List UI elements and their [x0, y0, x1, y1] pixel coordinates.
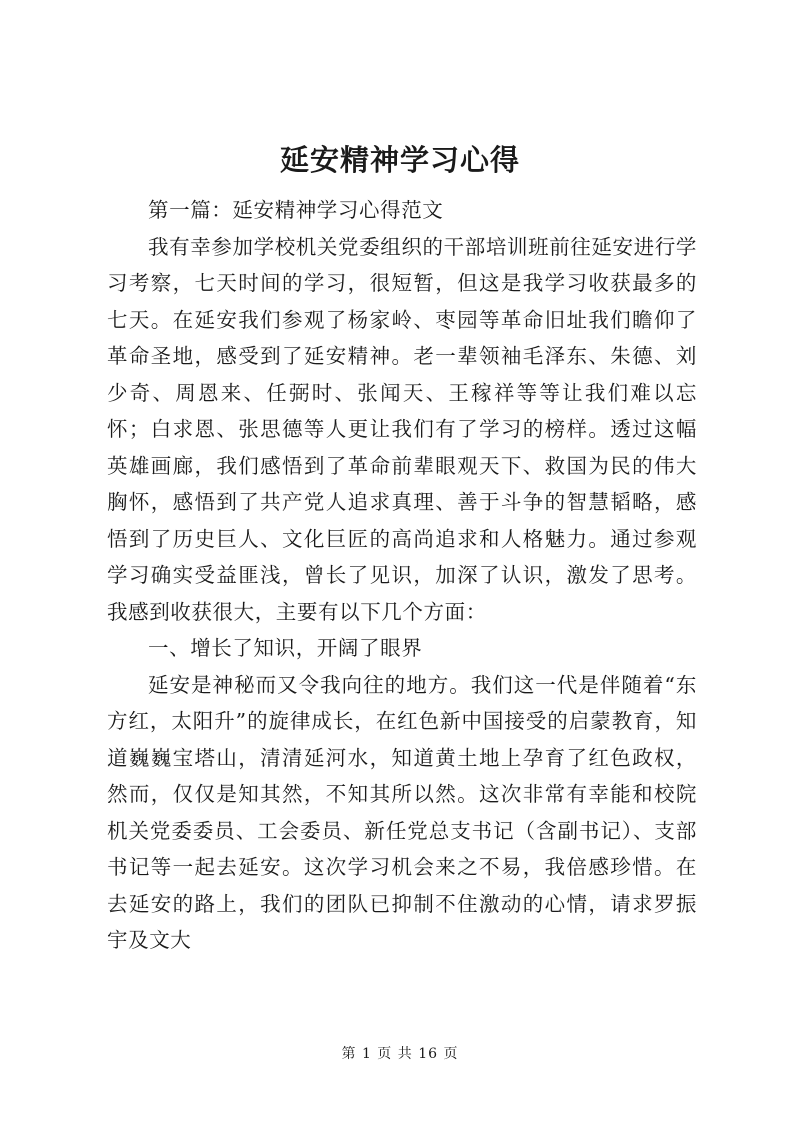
document-body	[107, 192, 697, 959]
document-title: 延安精神学习心得	[279, 143, 520, 177]
section-heading: 第一篇：延安精神学习心得范文	[148, 198, 444, 222]
body-paragraph: 我有幸参加学校机关党委组织的干部培训班前往延安进行学习考察，七天时间的学习，很短暂，但这是我学习收获最多的七天。在延安我们参观了杨家岭、枣园等革命旧址我们瞻仰了革命圣地，感受到了延安精神。老一辈领袖毛泽东、朱德、刘少奇、周恩来、任弼时、张闻天、王稼祥等等让我们难以忘怀；白求恩、张思德等人更让我们有了学习的榜样。透过这幅英雄画廊，我们感悟到了革命前辈眼观天下、救国为民的伟大胸怀，感悟到了共产党人追求真理、善于斗争的智慧韬略，感悟到了历史巨人、文化巨匠的高尚追求和人格魅力。通过参观学习确实受益匪浅，曾长了见识，加深了认识，激发了思考。我感到收获很大，主要有以下几个方面：	[107, 234, 697, 624]
page-number-footer: 第 1 页 共 16 页	[341, 1046, 459, 1062]
body-paragraph: 延安是神秘而又令我向往的地方。我们这一代是伴随着“东方红，太阳升”的旋律成长，在红色新中国接受的启蒙教育，知道巍巍宝塔山，清清延河水，知道黄土地上孕育了红色政权，然而，仅仅是知其然，不知其所以然。这次非常有幸能和校院机关党委委员、工会委员、新任党总支书记（含副书记）、支部书记等一起去延安。这次学习机会来之不易，我倍感珍惜。在去延安的路上，我们的团队已抑制不住激动的心情，请求罗振宇及文大	[107, 672, 697, 952]
sub-heading: 一、增长了知识，开阔了眼界	[148, 636, 423, 660]
